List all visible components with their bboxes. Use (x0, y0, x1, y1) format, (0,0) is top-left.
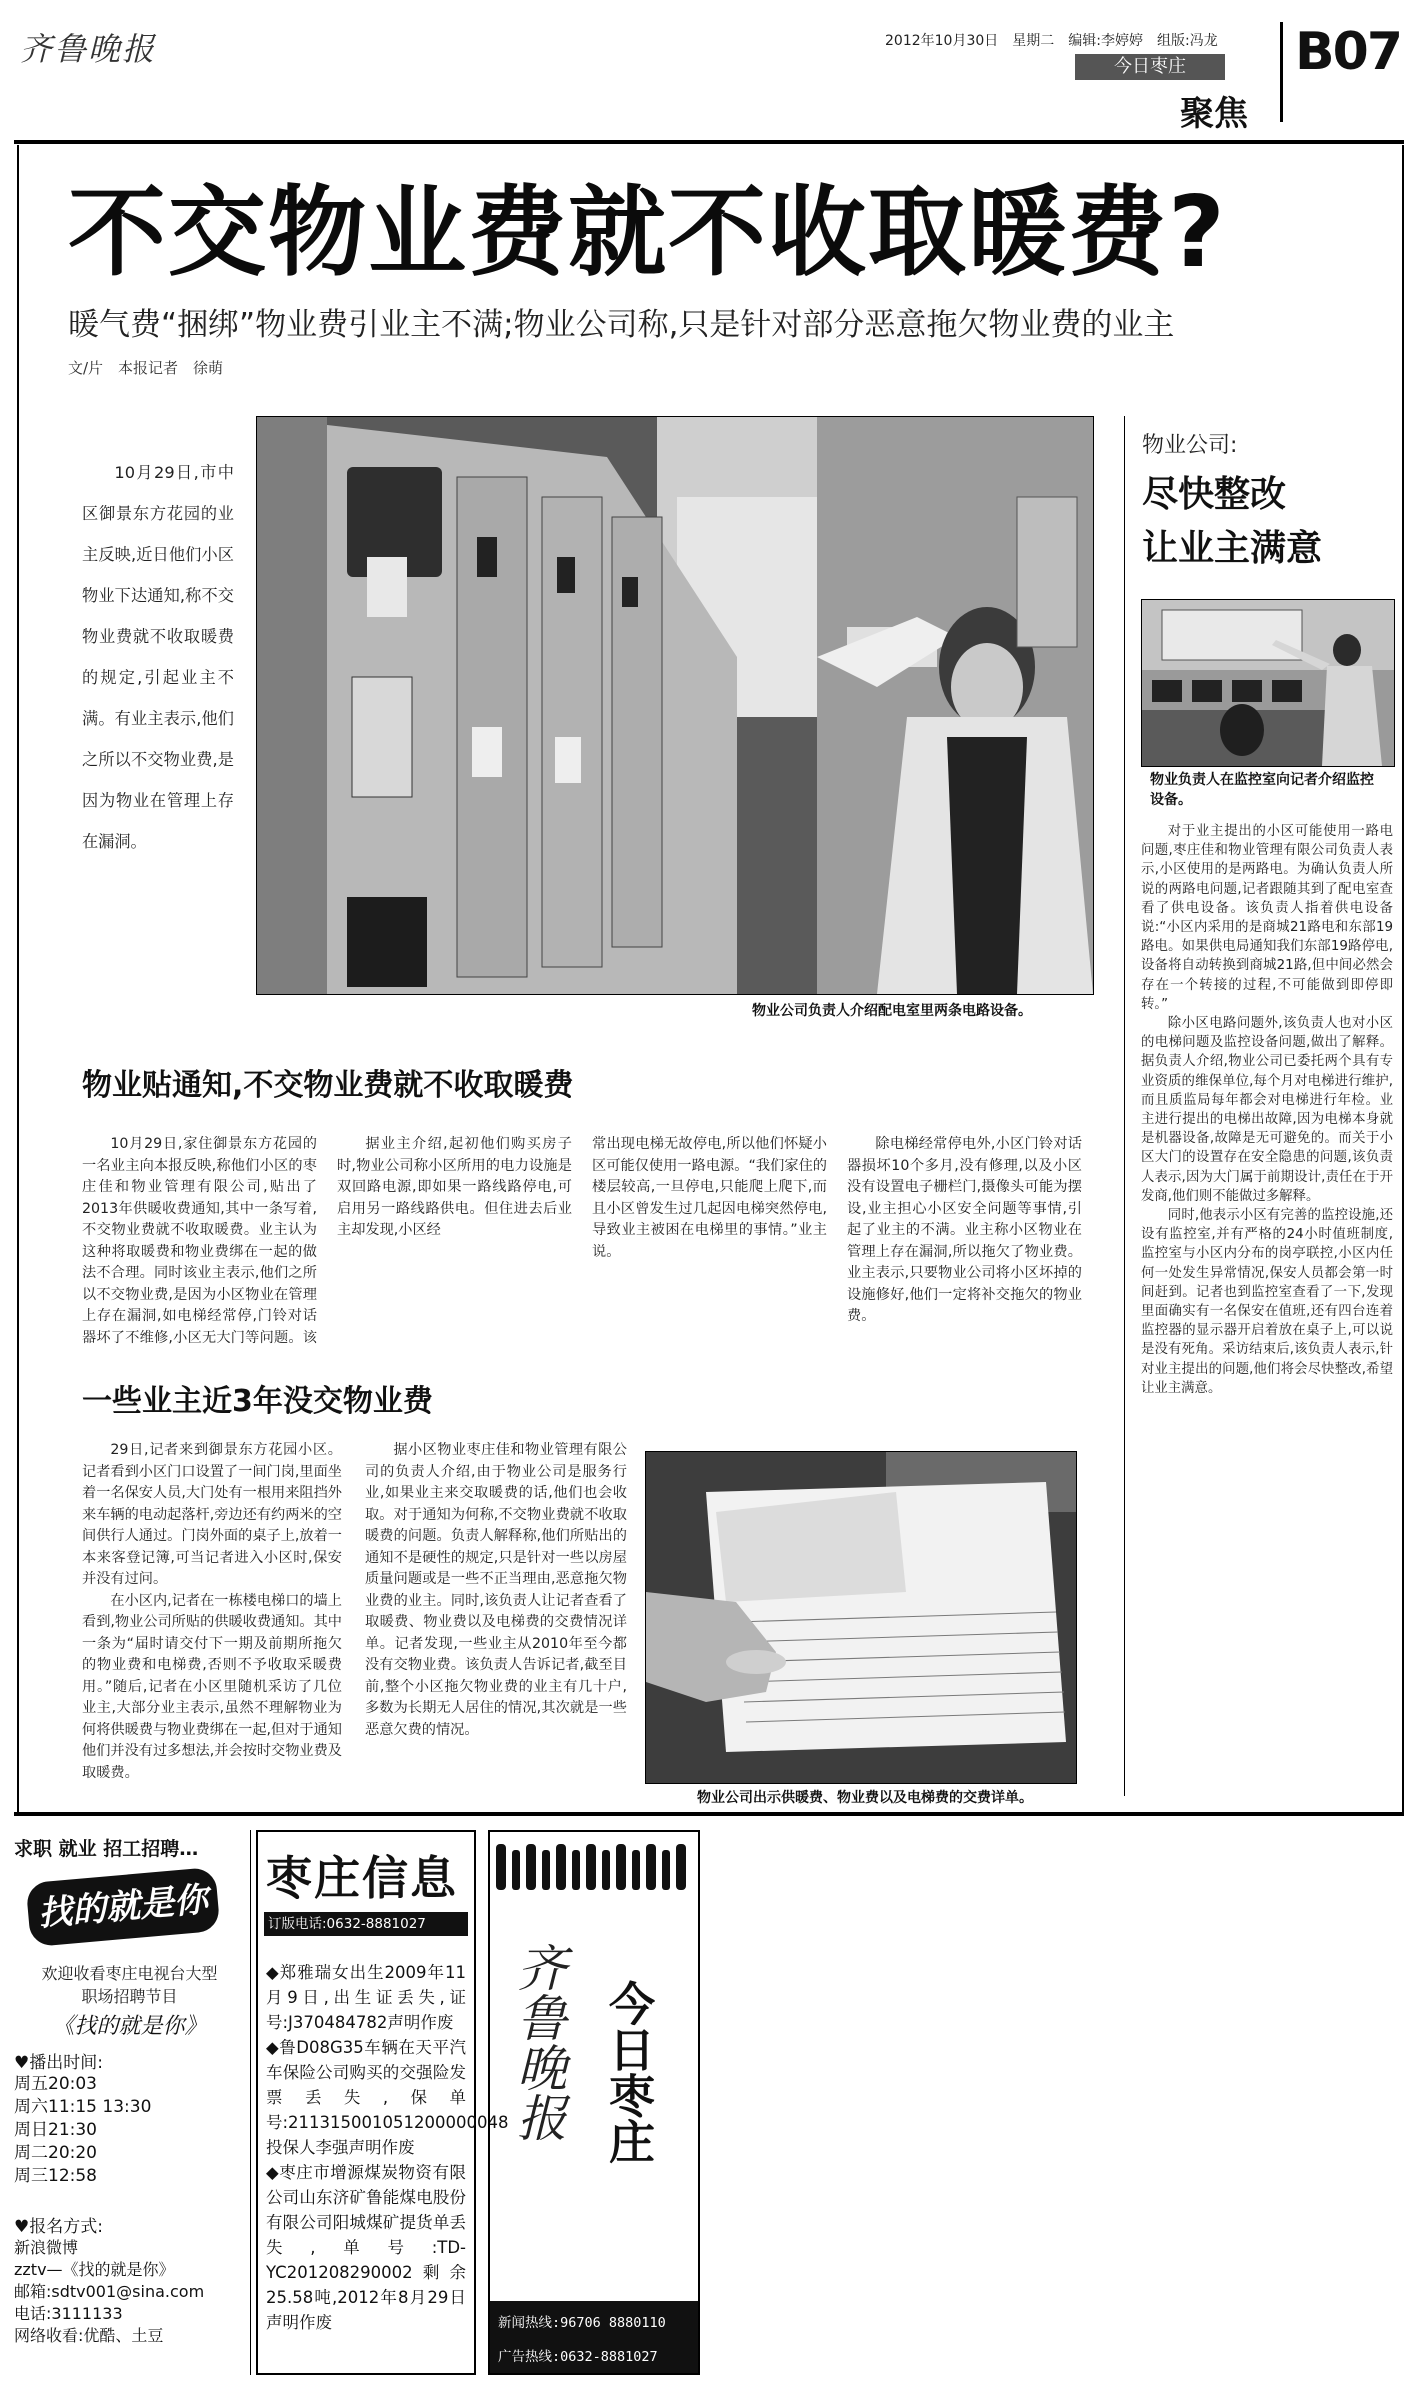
jobs-signup-item: 新浪微博 (14, 2238, 79, 2257)
sidebar-kicker: 物业公司: (1142, 433, 1238, 458)
sidebar-photo (1141, 599, 1395, 767)
sidebar-photo-caption: 物业负责人在监控室向记者介绍监控设备。 (1150, 772, 1374, 808)
paper-ad-hotlines (490, 2301, 698, 2373)
info-ad (256, 1830, 509, 2375)
section1-heading: 物业贴通知,不交物业费就不收取暖费 (82, 1068, 574, 1103)
page-number: B07 (1295, 22, 1401, 82)
paper-ad-ad-hotline: 广告热线:0632-8881027 (498, 2349, 658, 2365)
sidebar-para3: 同时,他表示小区有完善的监控设施,还设有监控室,并有严格的24小时值班制度,监控室与小区内分布的岗亭联控,小区内任何一处发生异常情况,保安人员都会第一时间赶到。记者也到监控室查看了一下,发现里面确实有一名保安在值班,还有四台连着监控器的显示器开启着放在桌子上,可以说是没有死角。采访结束后,该负责人表示,针对业主提出的问题,他们将会尽快整改,希望让业主满意。 (1141, 1208, 1393, 1396)
section2-para3: 据小区物业枣庄佳和物业管理有限公司的负责人介绍,由于物业公司是服务行业,如果业主来交取暖费的话,他们也会收取。对于通知为何称,不交物业费就不收取暖费的问题。负责人解释称,他们所贴出的通知不是硬性的规定,只是针对一些以房屋质量问题或是一些不正当理由,恶意拖欠物业费的业主。同时,该负责人让记者查看了取暖费、物业费以及电梯费的交费情况详单。记者发现,一些业主从2010年至今都没有交物业费。该负责人告诉记者,截至目前,整个小区拖欠物业费的业主有几十户,多数为长期无人居住的情况,其次就是一些恶意欠费的情况。 (365, 1442, 627, 1738)
jobs-schedule-item: 周日21:30 (14, 2120, 97, 2140)
header-rule (14, 140, 1404, 144)
sidebar-para2: 除小区电路问题外,该负责人也对小区的电梯问题及监控设备问题,做出了解释。据负责人介绍,物业公司已委托两个具有专业资质的维保单位,每个月对电梯进行维护,而且质监局每年都会对电梯进行年检。业主进行提出的电梯出故障,因为电梯本身就是机器设备,故障是无可避免的。而关于小区大门的设置存在安全隐患的问题,该负责人表示,因为大门属于前期设计,责任在于开发商,他们则不能做过多解释。 (1141, 1016, 1393, 1204)
headline: 不交物业费就不收取暖费? (68, 176, 1227, 290)
section1-para2: 据业主介绍,起初他们购买房子时,物业公司称小区所用的电力设施是双回路电源,即如果一路线路停电,可启用另一路线路供电。但住进去后业主却发现,小区经 (337, 1136, 572, 1238)
section2-para1: 29日,记者来到御景东方花园小区。记者看到小区门口设置了一间门岗,里面坐着一名保安人员,大门处有一根用来阻挡外来车辆的电动起落杆,旁边还有约两米的空间供行人通过。门岗外面的桌子上,放着一本来客登记簿,可当记者进入小区时,保安并没有过问。 (82, 1442, 342, 1587)
info-ad-title: 枣庄信息 (266, 1851, 458, 1905)
jobs-ad-logo: 找的就是你 (26, 1867, 221, 1947)
section1-col1 (82, 1134, 317, 1349)
section2-para2: 在小区内,记者在一栋楼电梯口的墙上看到,物业公司所贴的供暖收费通知。其中一条为“届时请交付下一期及前期所拖欠的物业费和电梯费,否则不予收取采暖费用。”随后,记者在小区里随机采访了几位业主,大部分业主表示,虽然不理解物业为何将供暖费与物业费绑在一起,但对于通知他们并没有过多想法,并会按时交物业费及取暖费。 (82, 1592, 342, 1781)
section2-heading: 一些业主近3年没交物业费 (82, 1384, 433, 1419)
jobs-program-name: 《找的就是你》 (52, 2014, 207, 2039)
sidebar-para1: 对于业主提出的小区可能使用一路电问题,枣庄佳和物业管理有限公司负责人表示,小区使用的是两路电。为确认负责人所说的两路电问题,记者跟随其到了配电室查看了供电设备。该负责人指着供电设备说:“小区内采用的是商城21路电和东部19路电。如果供电局通知我们东部19路停电,设备将自动转换到商城21路,但中间必然会存在一个转接的过程,不可能做到即停即转。” (1141, 824, 1393, 1012)
paper-ad (488, 1830, 700, 2375)
section-name: 聚焦 (1180, 94, 1248, 134)
section1-para3-placeholder: 常出现电梯无故停电,所以他们怀疑小区可能仅使用一路电源。“我们家住的楼层较高,一旦停电,只能爬上爬下,而且小区曾发生过几起因电梯突然停电,导致业主被困在电梯里的事情。”业主说。 (592, 1136, 827, 1260)
paper-ad-edition: 今日枣庄 (602, 1980, 656, 2164)
jobs-ad-top: 求职 就业 招工招聘… (14, 1838, 199, 1860)
section1-col3 (592, 1134, 827, 1349)
film-strip-decoration (490, 1836, 698, 1900)
monitor-room-illustration (1142, 600, 1394, 766)
jobs-signup-label: ♥报名方式: (14, 2217, 103, 2237)
sidebar-title-line2: 让业主满意 (1142, 528, 1323, 569)
bottom-photo (645, 1451, 1077, 1784)
jobs-signup-item: zztv—《找的就是你》 (14, 2260, 175, 2279)
header-divider (1280, 22, 1283, 122)
jobs-schedule-item: 周三12:58 (14, 2166, 97, 2186)
jobs-intro-line2: 职场招聘节目 (81, 1987, 178, 2006)
jobs-signup-item: 电话:3111133 (14, 2304, 123, 2323)
ads-divider (250, 1830, 251, 2375)
jobs-schedule-item: 周二20:20 (14, 2143, 97, 2163)
jobs-signup-item: 网络收看:优酷、土豆 (14, 2326, 164, 2345)
sidebar-title-line1: 尽快整改 (1142, 474, 1287, 515)
section1-para3: 除电梯经常停电外,小区门铃对话器损坏10个多月,没有修理,以及小区没有设置电子栅栏门,摄像头可能为摆设,业主担心小区安全问题等事情,引起了业主的不满。业主称小区物业在管理上存在漏洞,所以拖欠了物业费。业主表示,只要物业公司将小区坏掉的设施修好,他们一定将补交拖欠的物业费。 (847, 1136, 1082, 1324)
date-line: 2012年10月30日 星期二 编辑:李婷婷 组版:冯龙 (885, 33, 1218, 49)
sidebar-body (1141, 822, 1393, 1802)
paper-ad-brand: 齐鲁晚报 (509, 1942, 567, 2142)
section1-col2 (337, 1134, 572, 1349)
switchgear-illustration (257, 417, 1093, 994)
sidebar-divider (1124, 416, 1125, 1796)
paper-ad-news-hotline: 新闻热线:96706 8880110 (498, 2315, 666, 2331)
jobs-schedule-item: 周五20:03 (14, 2074, 97, 2094)
info-ad-item: ◆鲁D08G35车辆在天平汽车保险公司购买的交强险发票丢失,保单号:211315001051200000048投保人李强声明作废 (266, 2038, 509, 2157)
jobs-signup-item: 邮箱:sdtv001@sina.com (14, 2282, 205, 2301)
jobs-schedule-label: ♥播出时间: (14, 2053, 103, 2073)
section-tag: 今日枣庄 (1075, 54, 1225, 80)
jobs-ad (14, 1834, 245, 2379)
byline: 文/片 本报记者 徐萌 (68, 359, 224, 377)
section1-col4 (847, 1134, 1082, 1349)
section1-para1: 10月29日,家住御景东方花园的一名业主向本报反映,称他们小区的枣庄佳和物业管理有限公司,贴出了2013年供暖收费通知,其中一条写着,不交物业费就不收取暖费。业主认为这种将取暖费和物业费绑在一起的做法不合理。同时该业主表示,他们之所以不交物业费,是因为小区物业在管理上存在漏洞,如电梯经常停,门铃对话器坏了不维修,小区无大门等问题。该 (82, 1136, 317, 1346)
info-ad-item: ◆枣庄市增源煤炭物资有限公司山东济矿鲁能煤电股份有限公司阳城煤矿提货单丢失,单号:TD-YC201208290002剩余25.58吨,2012年8月29日声明作废 (266, 2163, 466, 2332)
masthead-logo: 齐鲁晚报 (20, 30, 157, 68)
jobs-schedule-item: 周六11:15 13:30 (14, 2097, 152, 2117)
bottom-photo-caption: 物业公司出示供暖费、物业费以及电梯费的交费详单。 (697, 1790, 1033, 1806)
jobs-intro-line1: 欢迎收看枣庄电视台大型 (41, 1964, 218, 1983)
subtitle: 暖气费“捆绑”物业费引业主不满;物业公司称,只是针对部分恶意拖欠物业费的业主 (68, 307, 1175, 343)
info-ad-item: ◆郑雅瑞女出生2009年11月9日,出生证丢失,证号:J370484782声明作废 (266, 1963, 466, 2032)
article-bottom-rule (14, 1812, 1404, 1816)
main-photo-caption: 物业公司负责人介绍配电室里两条电路设备。 (752, 1003, 1032, 1019)
lead-text: 10月29日,市中区御景东方花园的业主反映,近日他们小区物业下达通知,称不交物业费就不收取暖费的规定,引起业主不满。有业主表示,他们之所以不交物业费,是因为物业在管理上存在漏洞。 (82, 463, 234, 851)
section2-col1 (82, 1440, 342, 1795)
info-ad-phone: 订版电话:0632-8881027 (264, 1912, 468, 1936)
main-photo (256, 416, 1094, 995)
ledger-illustration (646, 1452, 1076, 1783)
section2-col2 (365, 1440, 627, 1795)
info-ad-list (266, 1960, 509, 2335)
